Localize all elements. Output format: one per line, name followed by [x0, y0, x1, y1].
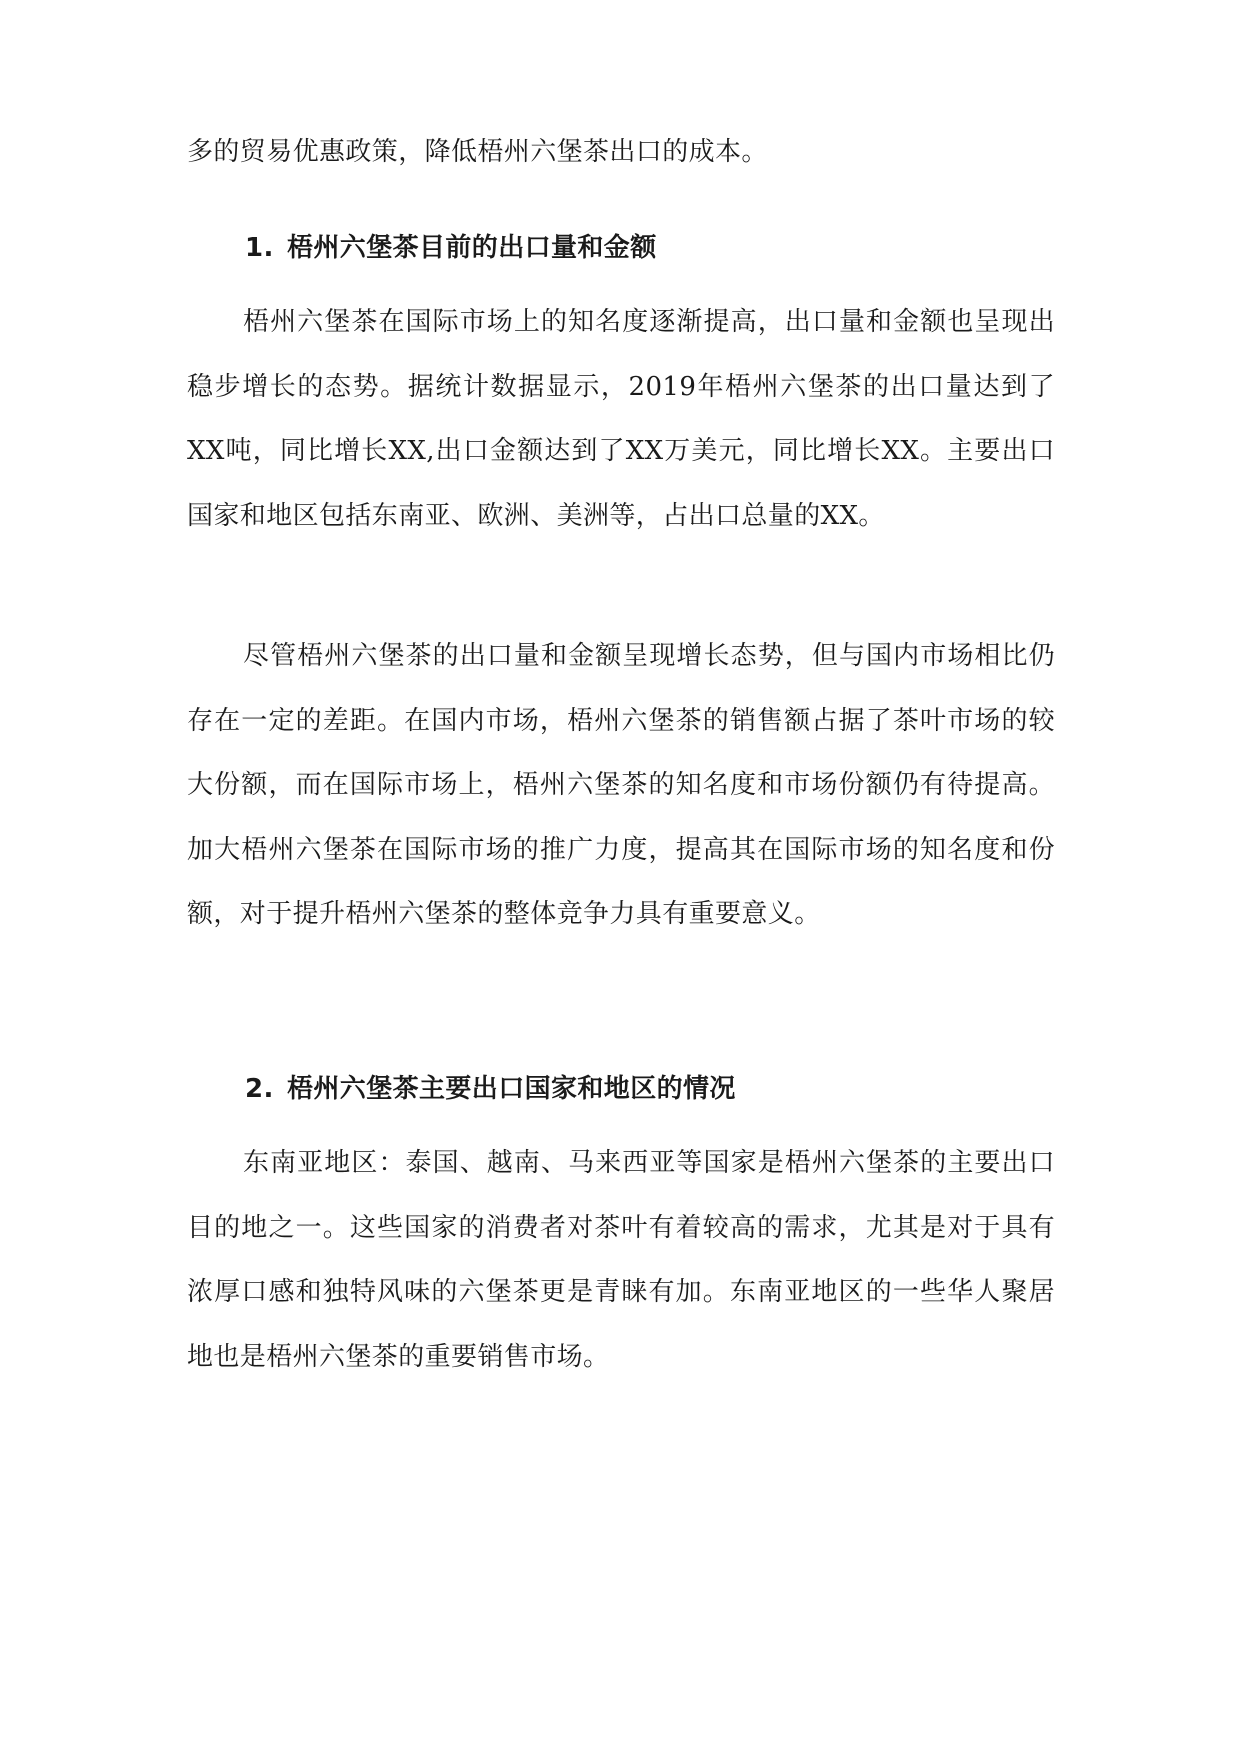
- section-1-heading: [245, 228, 657, 268]
- section-2-number: 2.: [245, 1074, 274, 1104]
- section-1-paragraph-2: 尽管梧州六堡茶的出口量和金额呈现增长态势，但与国内市场相比仍存在一定的差距。在国内市场，梧州六堡茶的销售额占据了茶叶市场的较大份额，而在国际市场上，梧州六堡茶的知名度和市场份额仍有待提高。加大梧州六堡茶在国际市场的推广力度，提高其在国际市场的知名度和份额，对于提升梧州六堡茶的整体竞争力具有重要意义。: [187, 641, 1055, 929]
- section-1-number: 1.: [245, 233, 274, 263]
- section-2-heading: [245, 1069, 736, 1109]
- section-1-title: 梧州六堡茶目前的出口量和金额: [287, 233, 657, 263]
- section-2-paragraph-1: 东南亚地区：泰国、越南、马来西亚等国家是梧州六堡茶的主要出口目的地之一。这些国家的消费者对茶叶有着较高的需求，尤其是对于具有浓厚口感和独特风味的六堡茶更是青睐有加。东南亚地区的一些华人聚居地也是梧州六堡茶的重要销售市场。: [187, 1148, 1055, 1372]
- continuation-paragraph: 多的贸易优惠政策，降低梧州六堡茶出口的成本。: [187, 137, 768, 167]
- section-1-paragraph-1: 梧州六堡茶在国际市场上的知名度逐渐提高，出口量和金额也呈现出稳步增长的态势。据统计数据显示，2019年梧州六堡茶的出口量达到了XX吨，同比增长XX,出口金额达到了XX万美元，同比增长XX。主要出口国家和地区包括东南亚、欧洲、美洲等，占出口总量的XX。: [187, 307, 1055, 531]
- section-2-title: 梧州六堡茶主要出口国家和地区的情况: [287, 1074, 736, 1104]
